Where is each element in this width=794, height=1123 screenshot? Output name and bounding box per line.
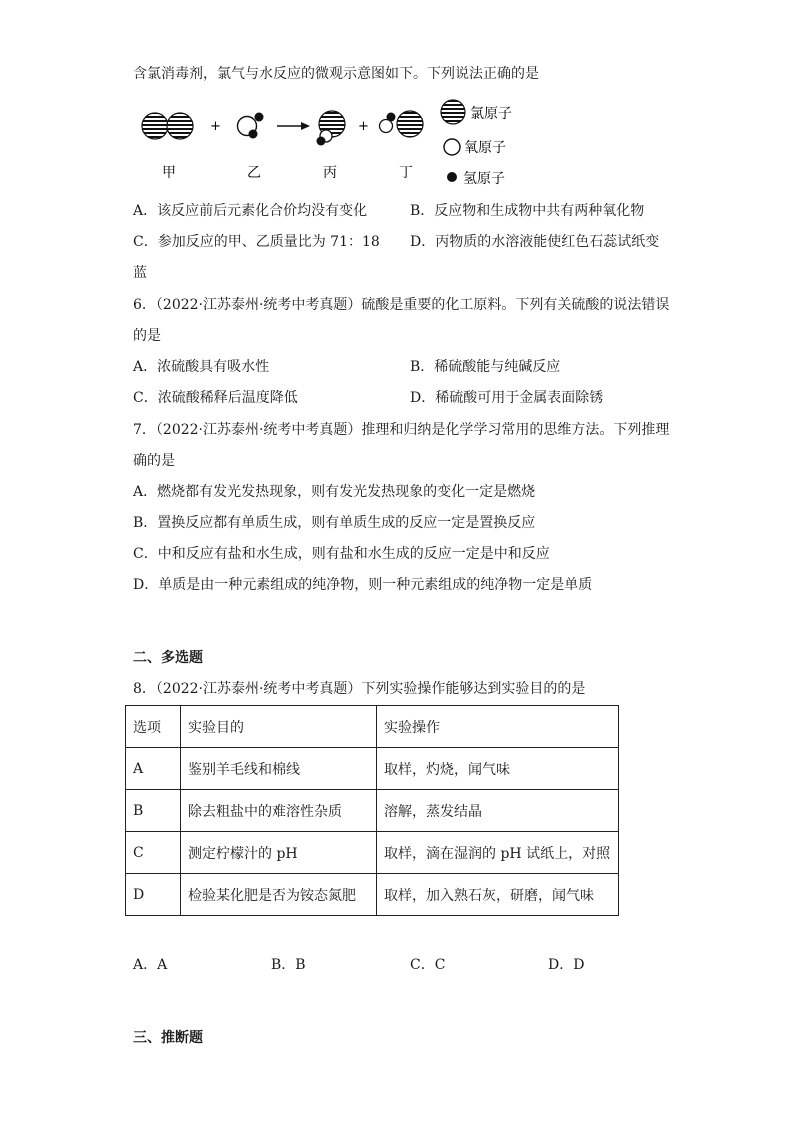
table-header-cell: 实验目的 — [181, 706, 377, 748]
q6-stem-continued: 的是 — [133, 328, 161, 344]
q7-option-d: D．单质是由一种元素组成的纯净物，则一种元素组成的纯净物一定是单质 — [133, 577, 593, 593]
table-cell: D — [126, 874, 181, 916]
table-cell: 取样，滴在湿润的 pH 试纸上，对照 — [377, 832, 619, 874]
molecule-h2o — [238, 113, 264, 139]
table-cell: 取样，加入熟石灰，研磨，闻气味 — [377, 874, 619, 916]
q8-option-c: C．C — [410, 957, 446, 973]
q5-stem: 含氯消毒剂，氯气与水反应的微观示意图如下。下列说法正确的是 — [133, 66, 539, 82]
table-header-cell: 实验操作 — [377, 706, 619, 748]
q5-option-d: D．丙物质的水溶液能使红色石蕊试纸变 — [410, 234, 660, 250]
plus-sign-2: + — [358, 119, 369, 134]
molecule-hclo — [317, 111, 346, 146]
label-bing: 丙 — [323, 165, 337, 181]
table-cell: A — [126, 748, 181, 790]
q8-option-b: B．B — [271, 957, 306, 973]
table-cell: 鉴别羊毛线和棉线 — [181, 748, 377, 790]
table-cell: 取样，灼烧，闻气味 — [377, 748, 619, 790]
molecule-cl2 — [142, 113, 193, 139]
reaction-diagram — [130, 96, 530, 188]
q6-option-c: C．浓硫酸稀释后温度降低 — [133, 390, 298, 406]
q5-option-a: A．该反应前后元素化合价均没有变化 — [133, 203, 368, 219]
table-row — [126, 832, 619, 874]
q8-stem: 8．（2022·江苏泰州·统考中考真题）下列实验操作能够达到实验目的的是 — [133, 681, 586, 697]
legend — [441, 100, 512, 187]
section-heading-multiple-choice: 二、多选题 — [133, 650, 203, 666]
table-header-cell: 选项 — [126, 706, 181, 748]
q5-option-d-continued: 蓝 — [133, 265, 147, 281]
q6-option-a: A．浓硫酸具有吸水性 — [133, 359, 270, 375]
reaction-arrow — [277, 122, 310, 130]
q7-option-a: A．燃烧都有发光发热现象，则有发光发热现象的变化一定是燃烧 — [133, 484, 536, 500]
q8-table — [125, 705, 619, 916]
q7-stem: 7．（2022·江苏泰州·统考中考真题）推理和归纳是化学学习常用的思维方法。下列推理 — [133, 422, 670, 438]
plus-sign-1: + — [210, 119, 221, 134]
q7-option-c: C．中和反应有盐和水生成，则有盐和水生成的反应一定是中和反应 — [133, 546, 550, 562]
table-header-row — [126, 706, 619, 748]
q6-stem: 6．（2022·江苏泰州·统考中考真题）硫酸是重要的化工原料。下列有关硫酸的说法错误 — [133, 297, 670, 313]
q5-option-b: B．反应物和生成物中共有两种氧化物 — [410, 203, 645, 219]
table-row — [126, 874, 619, 916]
label-jia: 甲 — [162, 165, 176, 181]
legend-h-label: 氢原子 — [463, 171, 505, 187]
legend-o-label: 氧原子 — [464, 140, 506, 156]
table-row — [126, 790, 619, 832]
table-cell: B — [126, 790, 181, 832]
table-cell: 除去粗盐中的难溶性杂质 — [181, 790, 377, 832]
q8-option-d: D．D — [548, 957, 585, 973]
label-ding: 丁 — [399, 165, 413, 181]
q7-option-b: B．置换反应都有单质生成，则有单质生成的反应一定是置换反应 — [133, 515, 536, 531]
table-cell: 测定柠檬汁的 pH — [181, 832, 377, 874]
table-row — [126, 748, 619, 790]
q6-option-d: D．稀硫酸可用于金属表面除锈 — [410, 390, 604, 406]
table-cell: C — [126, 832, 181, 874]
q6-option-b: B．稀硫酸能与纯碱反应 — [410, 359, 561, 375]
q8-option-a: A．A — [133, 957, 168, 973]
legend-cl-label: 氯原子 — [470, 106, 512, 122]
label-yi: 乙 — [247, 165, 261, 181]
q7-stem-continued: 确的是 — [133, 453, 175, 469]
q5-option-c: C．参加反应的甲、乙质量比为 71：18 — [133, 234, 380, 250]
table-cell: 检验某化肥是否为铵态氮肥 — [181, 874, 377, 916]
molecule-hcl — [380, 111, 424, 137]
table-cell: 溶解，蒸发结晶 — [377, 790, 619, 832]
section-heading-inference: 三、推断题 — [133, 1030, 203, 1046]
